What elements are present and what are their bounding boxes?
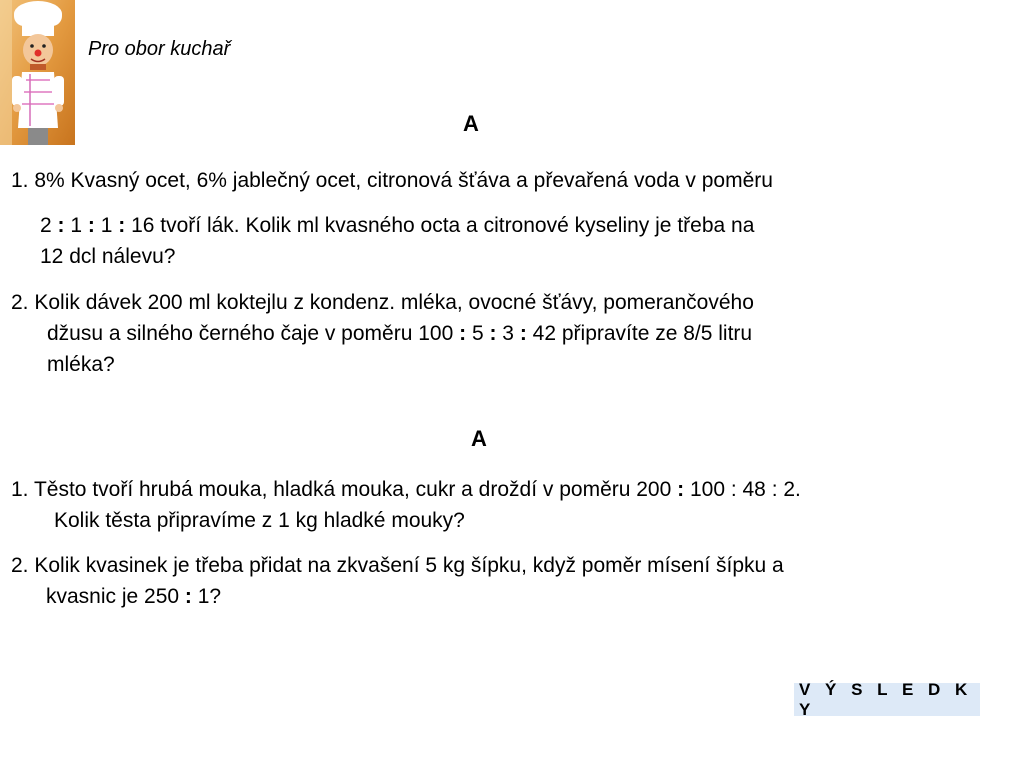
chef-doll-icon [0,0,75,145]
problem-2-1-line-1: 1. Těsto tvoří hrubá mouka, hladká mouka, cukr a droždí v poměru 200 : 100 : 48 : 2. [11,478,801,501]
problem-1-2-line-1: 2. Kolik dávek 200 ml koktejlu z kondenz. mléka, ovocné šťávy, pomerančového [11,291,754,314]
problem-1-2-line-3: mléka? [47,353,115,376]
section-1-heading: A [463,111,479,136]
problem-2-2-line-2: kvasnic je 250 : 1? [46,585,222,608]
chef-doll-image [0,0,75,145]
problem-2-1-line-2: Kolik těsta připravíme z 1 kg hladké mouky? [54,509,465,532]
section-2-heading: A [471,426,487,451]
results-button[interactable]: V Ý S L E D K Y [794,683,980,716]
problem-1-1-line-1: 1. 8% Kvasný ocet, 6% jablečný ocet, citronová šťáva a převařená voda v poměru [11,169,773,192]
problem-1-2-line-2: džusu a silného černého čaje v poměru 100 : 5 : 3 : 42 připravíte ze 8/5 litru [47,322,753,345]
subtitle: Pro obor kuchař [88,38,231,60]
problem-2-2-line-1: 2. Kolik kvasinek je třeba přidat na zkvašení 5 kg šípku, když poměr mísení šípku a [11,554,784,577]
problem-1-1-line-3: 12 dcl nálevu? [40,245,176,268]
problem-1-1-line-2: 2 : 1 : 1 : 16 tvoří lák. Kolik ml kvasného octa a citronové kyseliny je třeba na [40,214,755,237]
